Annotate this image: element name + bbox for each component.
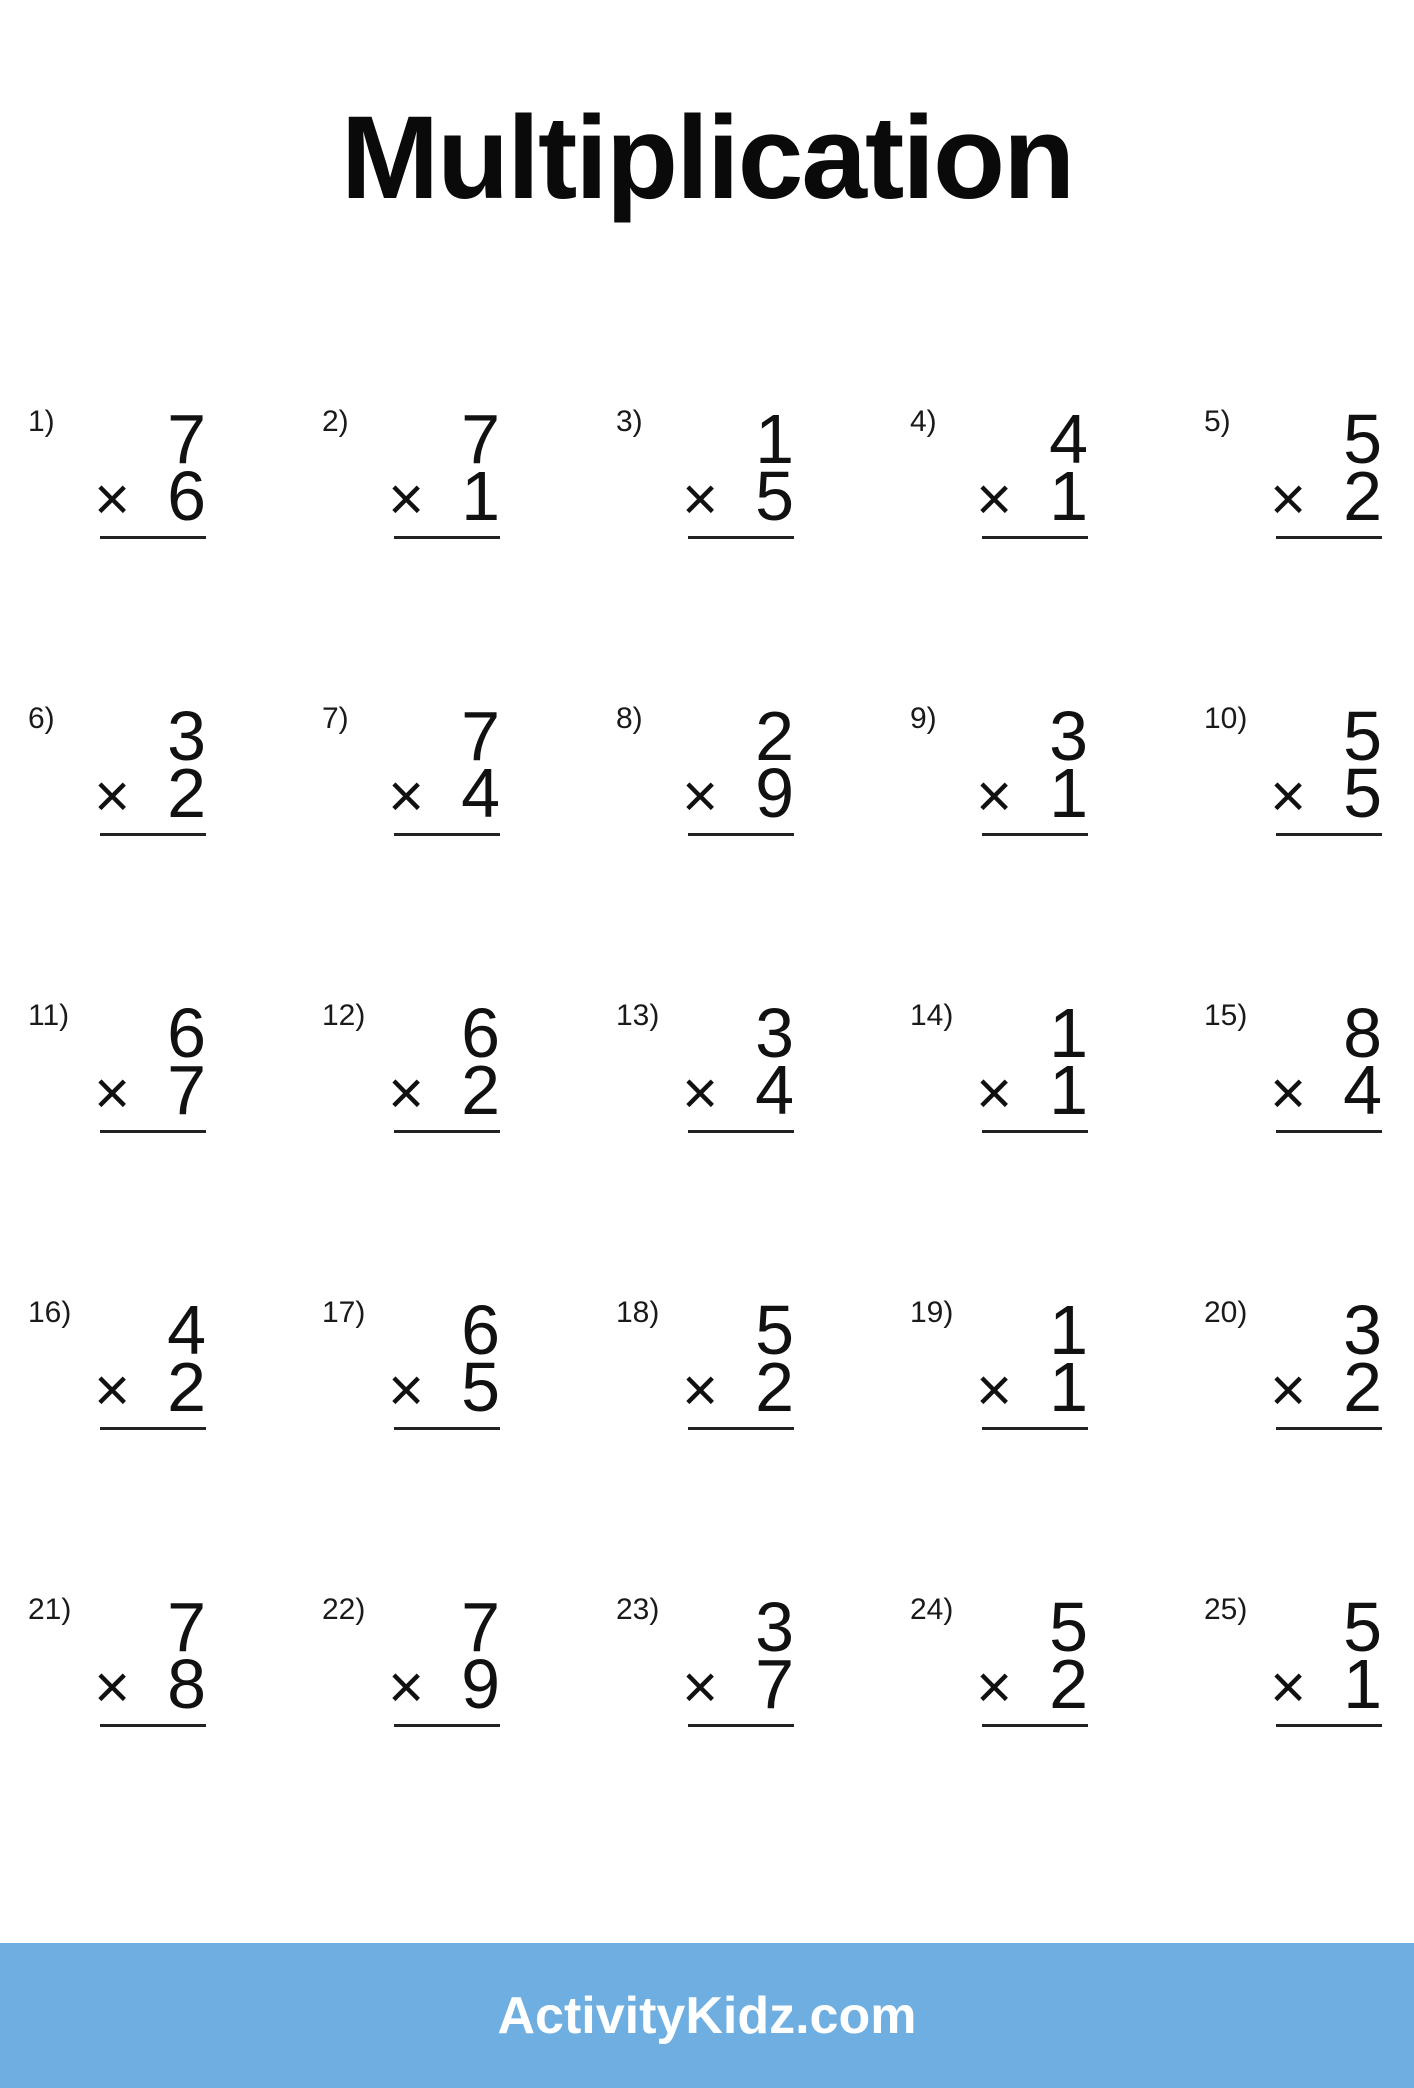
multiply-operator: × xyxy=(1270,1058,1307,1128)
multiply-operator: × xyxy=(682,464,719,534)
multiplier: 9 xyxy=(461,1644,500,1723)
answer-line xyxy=(394,833,500,836)
multiplicand: 6 xyxy=(167,993,206,1072)
multiplier: 1 xyxy=(1049,456,1088,535)
problem-work-area xyxy=(682,993,794,1133)
answer-line xyxy=(1276,1427,1382,1430)
multiply-operator: × xyxy=(1270,1652,1307,1722)
answer-line xyxy=(982,1724,1088,1727)
multiplier: 1 xyxy=(1049,1347,1088,1426)
page-title: Multiplication xyxy=(340,92,1074,224)
problem-cell xyxy=(1204,696,1414,832)
multiplicand: 3 xyxy=(1049,696,1088,775)
multiplier-row xyxy=(976,456,1088,535)
problem-cell xyxy=(28,399,322,535)
answer-line xyxy=(1276,536,1382,539)
answer-line xyxy=(1276,833,1382,836)
problem-number-label: 19) xyxy=(910,1295,954,1329)
multiplier-row xyxy=(388,753,500,832)
multiplier: 9 xyxy=(755,753,794,832)
answer-line xyxy=(1276,1724,1382,1727)
multiplier: 2 xyxy=(755,1347,794,1426)
multiplicand: 1 xyxy=(1049,993,1088,1072)
multiplier: 5 xyxy=(461,1347,500,1426)
multiplier-row xyxy=(94,1050,206,1129)
multiplier-row xyxy=(682,1644,794,1723)
multiplier-row xyxy=(388,456,500,535)
multiplier: 5 xyxy=(1343,753,1382,832)
problem-work-area xyxy=(1270,1290,1382,1430)
problem-number-label: 4) xyxy=(910,404,937,438)
problem-cell xyxy=(322,696,616,832)
multiply-operator: × xyxy=(388,464,425,534)
multiplier-row xyxy=(1270,1050,1382,1129)
multiplier-row xyxy=(388,1347,500,1426)
multiplicand: 2 xyxy=(755,696,794,775)
problem-cell xyxy=(28,1587,322,1723)
multiplicand: 3 xyxy=(755,1587,794,1666)
multiply-operator: × xyxy=(1270,1355,1307,1425)
problem-work-area xyxy=(388,1587,500,1727)
problem-cell xyxy=(616,399,910,535)
problem-number-label: 25) xyxy=(1204,1592,1248,1626)
multiplier: 2 xyxy=(1343,456,1382,535)
footer-site-text: ActivityKidz.com xyxy=(497,1986,917,2045)
problems-grid xyxy=(0,399,1414,1723)
multiplier: 2 xyxy=(167,753,206,832)
multiplicand: 3 xyxy=(755,993,794,1072)
problem-number-label: 14) xyxy=(910,998,954,1032)
answer-line xyxy=(688,536,794,539)
multiplier: 1 xyxy=(461,456,500,535)
multiplier-row xyxy=(976,1050,1088,1129)
multiplier: 5 xyxy=(755,456,794,535)
multiplier: 2 xyxy=(167,1347,206,1426)
problem-number-label: 12) xyxy=(322,998,366,1032)
multiplier-row xyxy=(1270,1347,1382,1426)
multiply-operator: × xyxy=(94,1355,131,1425)
problem-number-label: 15) xyxy=(1204,998,1248,1032)
multiplier-row xyxy=(94,1347,206,1426)
multiply-operator: × xyxy=(388,1652,425,1722)
problem-work-area xyxy=(976,1290,1088,1430)
multiplier: 7 xyxy=(755,1644,794,1723)
problem-work-area xyxy=(94,1587,206,1727)
answer-line xyxy=(688,1427,794,1430)
problem-number-label: 8) xyxy=(616,701,643,735)
problem-work-area xyxy=(682,1290,794,1430)
multiplier-row xyxy=(682,456,794,535)
multiply-operator: × xyxy=(682,761,719,831)
multiplicand: 4 xyxy=(167,1290,206,1369)
problem-cell xyxy=(322,399,616,535)
problem-work-area xyxy=(682,399,794,539)
answer-line xyxy=(100,833,206,836)
problem-number-label: 17) xyxy=(322,1295,366,1329)
multiply-operator: × xyxy=(976,1355,1013,1425)
multiplier-row xyxy=(976,753,1088,832)
problem-work-area xyxy=(1270,696,1382,836)
multiplicand: 5 xyxy=(1343,696,1382,775)
problem-number-label: 18) xyxy=(616,1295,660,1329)
problem-cell xyxy=(616,993,910,1129)
answer-line xyxy=(1276,1130,1382,1133)
problem-work-area xyxy=(94,993,206,1133)
multiply-operator: × xyxy=(976,1652,1013,1722)
multiply-operator: × xyxy=(1270,761,1307,831)
multiplicand: 7 xyxy=(461,696,500,775)
problem-cell xyxy=(28,696,322,832)
multiply-operator: × xyxy=(388,1355,425,1425)
problem-work-area xyxy=(976,993,1088,1133)
multiply-operator: × xyxy=(682,1652,719,1722)
problem-cell xyxy=(322,993,616,1129)
problem-cell xyxy=(910,399,1204,535)
answer-line xyxy=(100,1427,206,1430)
multiply-operator: × xyxy=(682,1058,719,1128)
answer-line xyxy=(394,1427,500,1430)
multiply-operator: × xyxy=(388,761,425,831)
answer-line xyxy=(394,536,500,539)
multiplier: 2 xyxy=(1049,1644,1088,1723)
multiplicand: 7 xyxy=(461,399,500,478)
multiplicand: 5 xyxy=(1343,399,1382,478)
multiplicand: 6 xyxy=(461,993,500,1072)
problem-cell xyxy=(28,993,322,1129)
multiplier-row xyxy=(976,1644,1088,1723)
problem-cell xyxy=(1204,1587,1414,1723)
problem-work-area xyxy=(976,399,1088,539)
multiplier-row xyxy=(1270,456,1382,535)
problem-cell xyxy=(28,1290,322,1426)
problem-number-label: 24) xyxy=(910,1592,954,1626)
multiplier: 6 xyxy=(167,456,206,535)
multiplicand: 7 xyxy=(167,399,206,478)
answer-line xyxy=(394,1130,500,1133)
problem-cell xyxy=(322,1587,616,1723)
answer-line xyxy=(688,1724,794,1727)
problem-work-area xyxy=(976,1587,1088,1727)
answer-line xyxy=(100,536,206,539)
problem-work-area xyxy=(94,1290,206,1430)
multiply-operator: × xyxy=(94,1058,131,1128)
problem-number-label: 20) xyxy=(1204,1295,1248,1329)
multiply-operator: × xyxy=(388,1058,425,1128)
multiplicand: 1 xyxy=(755,399,794,478)
multiplicand: 5 xyxy=(755,1290,794,1369)
problem-cell xyxy=(910,1290,1204,1426)
answer-line xyxy=(982,1427,1088,1430)
multiplier-row xyxy=(94,753,206,832)
problem-number-label: 23) xyxy=(616,1592,660,1626)
problem-work-area xyxy=(1270,993,1382,1133)
multiplier: 4 xyxy=(755,1050,794,1129)
problem-number-label: 16) xyxy=(28,1295,72,1329)
multiplicand: 1 xyxy=(1049,1290,1088,1369)
multiplicand: 4 xyxy=(1049,399,1088,478)
multiplicand: 3 xyxy=(167,696,206,775)
problem-cell xyxy=(616,696,910,832)
answer-line xyxy=(982,833,1088,836)
multiply-operator: × xyxy=(976,464,1013,534)
multiply-operator: × xyxy=(1270,464,1307,534)
problem-work-area xyxy=(1270,399,1382,539)
multiplier: 7 xyxy=(167,1050,206,1129)
multiplier-row xyxy=(94,1644,206,1723)
problem-cell xyxy=(1204,1290,1414,1426)
multiplier: 2 xyxy=(1343,1347,1382,1426)
problem-cell xyxy=(322,1290,616,1426)
multiplier-row xyxy=(388,1644,500,1723)
multiplier-row xyxy=(1270,753,1382,832)
multiplier: 4 xyxy=(1343,1050,1382,1129)
multiplier-row xyxy=(1270,1644,1382,1723)
multiply-operator: × xyxy=(976,1058,1013,1128)
problem-number-label: 7) xyxy=(322,701,349,735)
problem-cell xyxy=(1204,399,1414,535)
multiplier: 2 xyxy=(461,1050,500,1129)
footer-bar xyxy=(0,1943,1414,2088)
problem-number-label: 11) xyxy=(28,998,70,1032)
multiplier-row xyxy=(682,1050,794,1129)
multiplicand: 5 xyxy=(1049,1587,1088,1666)
multiplier-row xyxy=(388,1050,500,1129)
problem-number-label: 3) xyxy=(616,404,643,438)
problem-cell xyxy=(1204,993,1414,1129)
problem-number-label: 9) xyxy=(910,701,937,735)
multiplier-row xyxy=(976,1347,1088,1426)
multiplier-row xyxy=(682,1347,794,1426)
answer-line xyxy=(982,536,1088,539)
problem-number-label: 1) xyxy=(28,404,55,438)
multiply-operator: × xyxy=(94,464,131,534)
problem-cell xyxy=(910,993,1204,1129)
multiplier: 4 xyxy=(461,753,500,832)
multiplier: 1 xyxy=(1049,1050,1088,1129)
problem-number-label: 13) xyxy=(616,998,660,1032)
problem-work-area xyxy=(388,1290,500,1430)
answer-line xyxy=(100,1724,206,1727)
problem-number-label: 2) xyxy=(322,404,349,438)
answer-line xyxy=(394,1724,500,1727)
answer-line xyxy=(688,1130,794,1133)
multiply-operator: × xyxy=(94,761,131,831)
problem-cell xyxy=(910,1587,1204,1723)
problem-work-area xyxy=(976,696,1088,836)
problem-number-label: 10) xyxy=(1204,701,1248,735)
multiplicand: 3 xyxy=(1343,1290,1382,1369)
answer-line xyxy=(982,1130,1088,1133)
multiplicand: 8 xyxy=(1343,993,1382,1072)
multiplier-row xyxy=(682,753,794,832)
problem-work-area xyxy=(94,696,206,836)
multiplicand: 6 xyxy=(461,1290,500,1369)
problem-work-area xyxy=(388,993,500,1133)
multiplier-row xyxy=(94,456,206,535)
problem-number-label: 5) xyxy=(1204,404,1231,438)
problem-work-area xyxy=(388,696,500,836)
multiply-operator: × xyxy=(94,1652,131,1722)
multiplier: 1 xyxy=(1049,753,1088,832)
problem-cell xyxy=(616,1587,910,1723)
problem-work-area xyxy=(682,1587,794,1727)
multiply-operator: × xyxy=(682,1355,719,1425)
multiplicand: 7 xyxy=(461,1587,500,1666)
problem-cell xyxy=(616,1290,910,1426)
multiply-operator: × xyxy=(976,761,1013,831)
multiplier: 8 xyxy=(167,1644,206,1723)
problem-work-area xyxy=(682,696,794,836)
problem-cell xyxy=(910,696,1204,832)
problem-work-area xyxy=(388,399,500,539)
multiplicand: 7 xyxy=(167,1587,206,1666)
problem-number-label: 22) xyxy=(322,1592,366,1626)
multiplicand: 5 xyxy=(1343,1587,1382,1666)
problem-work-area xyxy=(1270,1587,1382,1727)
answer-line xyxy=(688,833,794,836)
answer-line xyxy=(100,1130,206,1133)
problem-number-label: 21) xyxy=(28,1592,72,1626)
problem-number-label: 6) xyxy=(28,701,55,735)
problem-work-area xyxy=(94,399,206,539)
multiplier: 1 xyxy=(1343,1644,1382,1723)
